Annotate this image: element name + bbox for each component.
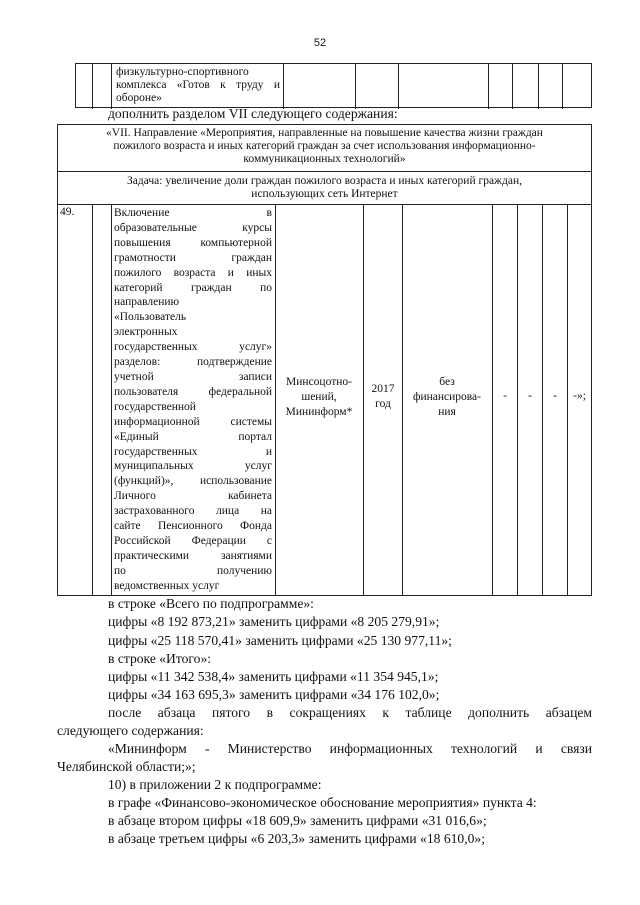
description-line: практическими занятиями <box>114 549 272 562</box>
row-description <box>114 206 272 594</box>
description-line: государственных и <box>114 445 272 458</box>
paragraph-line: следующего содержания: <box>57 723 204 738</box>
description-line: Российской Федерации с <box>114 534 272 547</box>
value-cell: -»; <box>573 390 586 402</box>
body-paragraph: в строке «Итого»: <box>108 651 212 666</box>
description-line: «Пользователь <box>114 311 187 324</box>
description-line: пользователя федеральной <box>114 385 272 398</box>
description-line: «Единый портал <box>114 430 272 443</box>
description-line: пожилого возраста и иных <box>114 266 272 279</box>
section-task-line: использующих сеть Интернет <box>251 188 398 200</box>
executor-line: Минсоцотно- <box>286 376 352 388</box>
description-line: муниципальных услуг <box>114 460 272 473</box>
description-line: учетной записи <box>114 370 272 383</box>
tail-paragraph: в абзаце третьем цифры «6 203,3» заменить цифрами «18 610,0»; <box>108 831 485 846</box>
paragraph-line: Челябинской области;»; <box>57 759 196 774</box>
paragraph-abbreviations <box>57 704 592 740</box>
section-task <box>60 175 589 201</box>
row-executor <box>277 375 361 420</box>
description-line: Личного кабинета <box>114 490 272 503</box>
tail-paragraph: в абзаце втором цифры «18 609,9» заменить цифрами «31 016,6»; <box>108 813 487 828</box>
continuation-description <box>116 66 280 105</box>
section-title-line: «VII. Направление «Мероприятия, направленные на повышение качества жизни граждан <box>106 127 543 139</box>
description-line: Включение в <box>114 207 272 219</box>
body-paragraph: в строке «Всего по подпрограмме»: <box>108 596 314 611</box>
description-line: сайте Пенсионного Фонда <box>114 520 272 533</box>
row-funding <box>404 375 490 420</box>
body-paragraph: цифры «34 163 695,3» заменить цифрами «34 176 102,0»; <box>108 687 440 702</box>
funding-line: финансирова- <box>413 391 481 403</box>
description-line: государственной <box>114 400 196 413</box>
page-number: 52 <box>313 37 327 49</box>
supplement-heading: дополнить разделом VII следующего содержания: <box>108 106 398 121</box>
continuation-table <box>75 63 592 108</box>
paragraph-line: после абзаца пятого в сокращениях к таблице дополнить абзацем <box>108 705 592 720</box>
section-title-line: коммуникационных технологий» <box>243 153 406 165</box>
description-line: электронных <box>114 326 178 339</box>
funding-line: без <box>439 376 455 388</box>
value-cell: - <box>528 390 532 402</box>
continuation-line: физкультурно-спортивного <box>116 66 249 78</box>
description-line: государственных услуг» <box>114 341 272 354</box>
description-line: застрахованного лица на <box>114 505 272 518</box>
continuation-line: обороне» <box>116 92 162 104</box>
description-line: направлению <box>114 296 180 309</box>
row-number: 49. <box>60 206 75 218</box>
paragraph-line: «Мининформ - Министерство информационных технологий и связи <box>108 741 592 756</box>
section-title-line: пожилого возраста и иных категорий граждан за счет использования информационно- <box>113 140 536 152</box>
executor-line: Мининформ* <box>285 406 353 418</box>
executor-line: шений, <box>301 391 337 403</box>
description-line: (функций)», использование <box>114 475 272 488</box>
section-title <box>60 127 589 166</box>
body-paragraph: цифры «11 342 538,4» заменить цифрами «11 354 945,1»; <box>108 669 439 684</box>
tail-paragraph: 10) в приложении 2 к подпрограмме: <box>108 777 322 792</box>
continuation-line: комплекса «Готов к труду и <box>116 79 280 91</box>
description-line: разделов: подтверждение <box>114 356 272 369</box>
description-line: информационной системы <box>114 415 272 428</box>
year-line: 2017 <box>371 383 395 395</box>
description-line: повышения компьютерной <box>114 236 272 249</box>
body-paragraph: цифры «25 118 570,41» заменить цифрами «25 130 977,11»; <box>108 633 452 648</box>
row-year <box>364 382 402 412</box>
tail-paragraph: в графе «Финансово-экономическое обоснование мероприятия» пункта 4: <box>108 795 537 810</box>
value-cell: - <box>553 390 557 402</box>
funding-line: ния <box>438 406 456 418</box>
section-table <box>57 124 592 596</box>
description-line: ведомственных услуг <box>114 579 220 592</box>
description-line: образовательные курсы <box>114 221 272 234</box>
year-line: год <box>375 398 391 410</box>
body-paragraph: цифры «8 192 873,21» заменить цифрами «8 205 279,91»; <box>108 614 440 629</box>
paragraph-mininform <box>57 740 592 776</box>
description-line: по получению <box>114 564 272 577</box>
section-task-line: Задача: увеличение доли граждан пожилого возраста и иных категорий граждан, <box>127 175 522 187</box>
description-line: грамотности граждан <box>114 251 272 264</box>
description-line: категорий граждан по <box>114 281 272 294</box>
value-cell: - <box>503 390 507 402</box>
